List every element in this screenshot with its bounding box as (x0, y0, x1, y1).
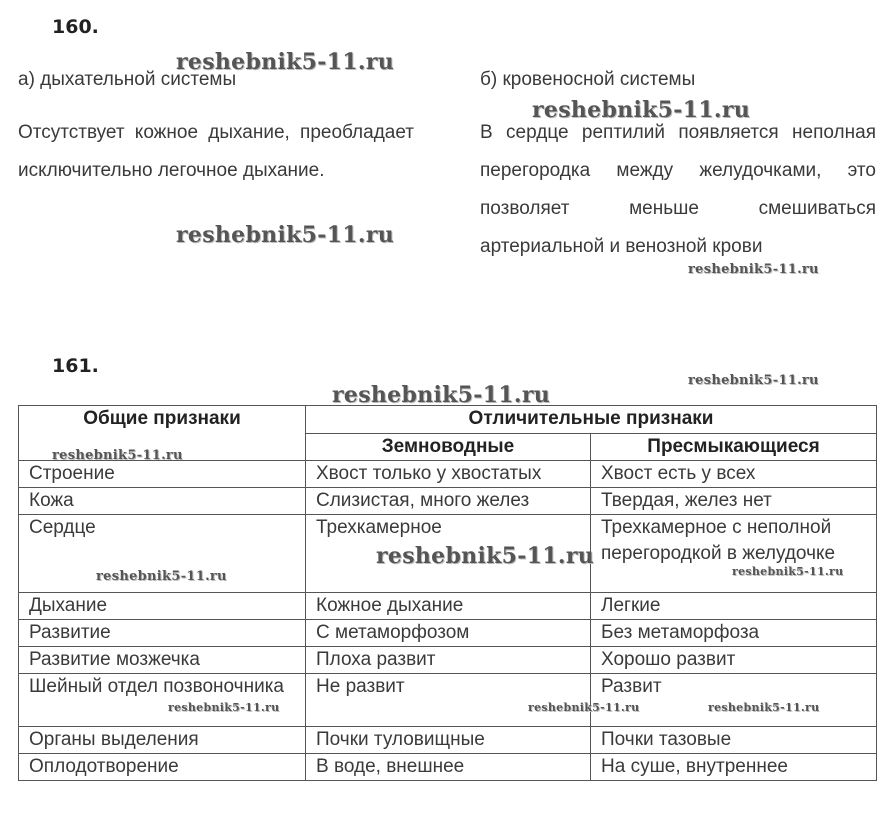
reptiles-cell: Хорошо развит (591, 647, 877, 674)
task-160-number: 160. (52, 16, 99, 38)
task-160b-text: В сердце рептилий появляется неполная перегородка между желудочками, это позволяет меньше смешиваться артериальной и венозной крови (480, 122, 876, 257)
task-160a-text: Отсутствует кожное дыхание, преобладает исключительно легочное дыхание. (18, 122, 414, 181)
watermark: reshebnik5-11.ru (168, 701, 280, 714)
amphibians-cell: Не развит (306, 674, 591, 727)
reptiles-cell: Легкие (591, 593, 877, 620)
task-160a-heading: а) дыхательной системы (18, 69, 237, 90)
task-161-number: 161. (52, 355, 99, 377)
feature-cell: Сердце (19, 515, 306, 593)
watermark: reshebnik5-11.ru (532, 97, 751, 123)
table-row (19, 620, 877, 647)
table-row (19, 754, 877, 781)
reptiles-cell: На суше, внутреннее (591, 754, 877, 781)
feature-cell: Развитие (19, 620, 306, 647)
table-row (19, 593, 877, 620)
feature-cell: Дыхание (19, 593, 306, 620)
feature-cell: Строение (19, 461, 306, 488)
feature-cell: Органы выделения (19, 727, 306, 754)
task-160b-heading: б) кровеносной системы (480, 69, 696, 90)
watermark: reshebnik5-11.ru (708, 701, 820, 714)
reptiles-cell: Почки тазовые (591, 727, 877, 754)
watermark: reshebnik5-11.ru (376, 543, 595, 569)
amphibians-cell: С метаморфозом (306, 620, 591, 647)
header-common-features: Общие признаки (19, 406, 306, 461)
reptiles-cell: Без метаморфоза (591, 620, 877, 647)
watermark: reshebnik5-11.ru (732, 565, 844, 578)
amphibians-cell: Трехкамерное (306, 515, 591, 593)
amphibians-cell: Кожное дыхание (306, 593, 591, 620)
watermark: reshebnik5-11.ru (52, 448, 183, 463)
watermark: reshebnik5-11.ru (176, 49, 395, 75)
reptiles-cell: Трехкамерное с неполной перегородкой в желудочке (591, 515, 877, 593)
feature-cell: Шейный отдел позвоночника (19, 674, 306, 727)
amphibians-cell: В воде, внешнее (306, 754, 591, 781)
reptiles-cell: Развит (591, 674, 877, 727)
table-row (19, 727, 877, 754)
watermark: reshebnik5-11.ru (688, 262, 819, 277)
table-row (19, 461, 877, 488)
table-row (19, 488, 877, 515)
watermark: reshebnik5-11.ru (688, 373, 819, 388)
amphibians-cell: Хвост только у хвостатых (306, 461, 591, 488)
amphibians-cell: Слизистая, много желез (306, 488, 591, 515)
feature-cell: Кожа (19, 488, 306, 515)
watermark: reshebnik5-11.ru (96, 569, 227, 584)
amphibians-cell: Почки туловищные (306, 727, 591, 754)
reptiles-cell: Хвост есть у всех (591, 461, 877, 488)
header-amphibians: Земноводные (306, 434, 591, 461)
feature-cell: Развитие мозжечка (19, 647, 306, 674)
header-reptiles: Пресмыкающиеся (591, 434, 877, 461)
reptiles-cell: Твердая, желез нет (591, 488, 877, 515)
table-row (19, 674, 877, 727)
amphibians-cell: Плоха развит (306, 647, 591, 674)
header-distinct-features: Отличительные признаки (306, 406, 877, 434)
watermark: reshebnik5-11.ru (176, 222, 395, 248)
feature-cell: Оплодотворение (19, 754, 306, 781)
watermark: reshebnik5-11.ru (332, 382, 551, 408)
watermark: reshebnik5-11.ru (528, 701, 640, 714)
table-row (19, 647, 877, 674)
